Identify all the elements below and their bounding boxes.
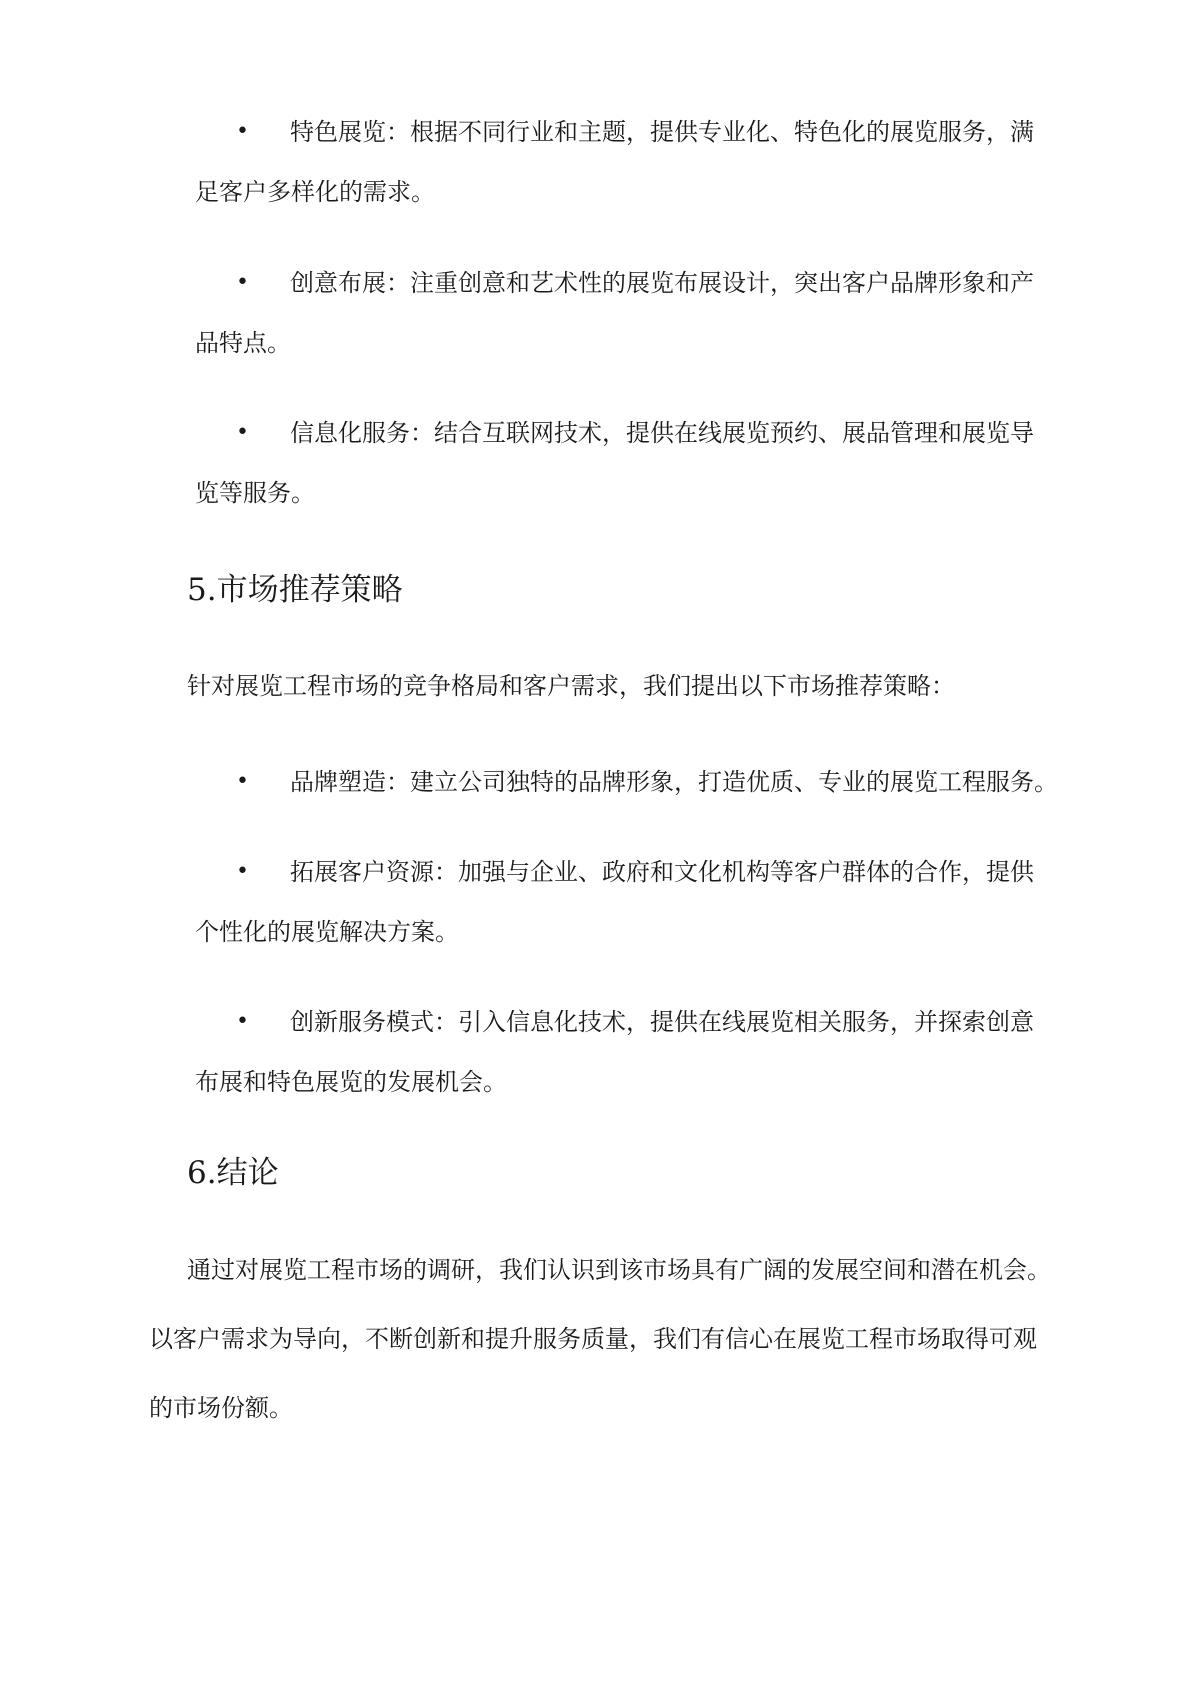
bullet-dot: • (236, 420, 249, 445)
bullet-text-continued: 览等服务。 (195, 479, 315, 507)
bullet-dot: • (236, 119, 249, 144)
bullet-dot: • (236, 270, 249, 295)
bullet-item-featured-exhibition (195, 102, 1055, 222)
section-heading-market-strategy: 5.市场推荐策略 (187, 572, 403, 608)
bullet-dot: • (236, 859, 249, 884)
conclusion-paragraph-line-3: 的市场份额。 (149, 1394, 293, 1422)
conclusion-paragraph-line-2: 以客户需求为导向，不断创新和提升服务质量，我们有信心在展览工程市场取得可观 (149, 1325, 1037, 1353)
bullet-text: 拓展客户资源：加强与企业、政府和文化机构等客户群体的合作，提供 (290, 858, 1034, 886)
conclusion-paragraph-line-1: 通过对展览工程市场的调研，我们认识到该市场具有广阔的发展空间和潜在机会。 (187, 1256, 1051, 1284)
bullet-text: 特色展览：根据不同行业和主题，提供专业化、特色化的展览服务，满 (290, 118, 1034, 146)
bullet-item-creative-layout (195, 253, 1055, 373)
bullet-item-information-service (195, 403, 1055, 523)
bullet-text: 品牌塑造：建立公司独特的品牌形象，打造优质、专业的展览工程服务。 (290, 768, 1058, 796)
section-intro-paragraph: 针对展览工程市场的竞争格局和客户需求，我们提出以下市场推荐策略： (187, 672, 955, 700)
bullet-item-brand-building (195, 752, 1058, 812)
bullet-item-expand-clients (195, 842, 1055, 962)
bullet-text: 信息化服务：结合互联网技术，提供在线展览预约、展品管理和展览导 (290, 419, 1034, 447)
bullet-text-continued: 品特点。 (195, 329, 291, 357)
bullet-text: 创新服务模式：引入信息化技术，提供在线展览相关服务，并探索创意 (290, 1008, 1034, 1036)
bullet-dot: • (236, 769, 249, 794)
bullet-text-continued: 布展和特色展览的发展机会。 (195, 1068, 507, 1096)
bullet-text: 创意布展：注重创意和艺术性的展览布展设计，突出客户品牌形象和产 (290, 269, 1034, 297)
bullet-text-continued: 个性化的展览解决方案。 (195, 918, 459, 946)
bullet-dot: • (236, 1009, 249, 1034)
section-heading-conclusion: 6.结论 (187, 1155, 279, 1191)
bullet-text-continued: 足客户多样化的需求。 (195, 178, 435, 206)
bullet-item-innovative-service (195, 992, 1055, 1112)
